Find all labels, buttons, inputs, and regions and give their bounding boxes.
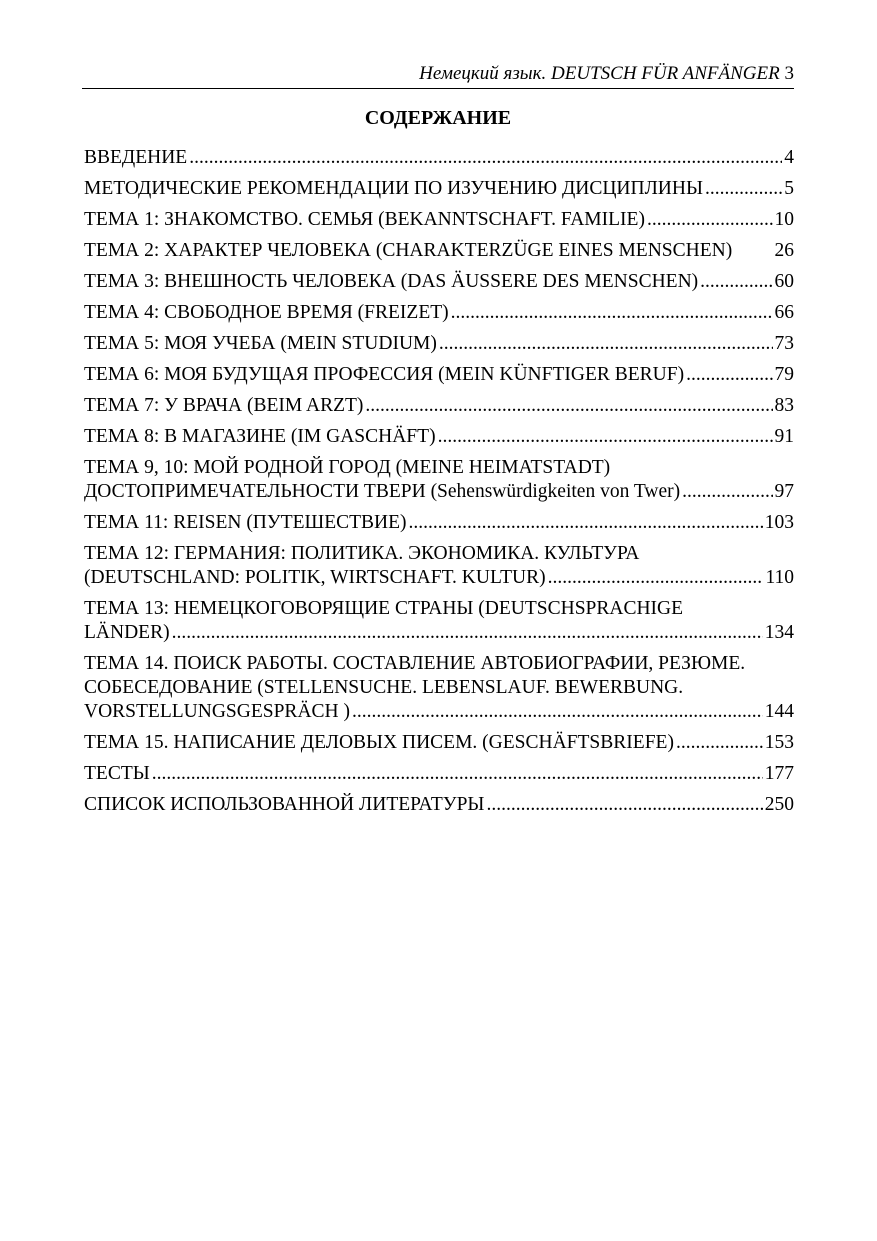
toc-entry-row	[84, 208, 794, 232]
toc-entry	[84, 652, 794, 724]
toc-entry-page-number: 73	[774, 333, 794, 354]
toc-entry-title-line: VORSTELLUNGSGESPRÄCH )	[84, 701, 350, 722]
toc-entry-page-number: 26	[774, 240, 794, 261]
toc-entry-title-line: ТЕМА 15. НАПИСАНИЕ ДЕЛОВЫХ ПИСЕМ. (GESCHÄFTSBRIEFE)	[84, 732, 674, 753]
toc-entry	[84, 332, 794, 356]
toc-entry-page-number: 60	[774, 271, 794, 292]
toc-dot-leader	[172, 621, 763, 645]
toc-dot-leader	[705, 177, 782, 201]
running-header-title: Немецкий язык. DEUTSCH FÜR ANFÄNGER	[419, 63, 780, 84]
toc-entry-row	[84, 394, 794, 418]
toc-entry	[84, 363, 794, 387]
toc-entry-title-line: МЕТОДИЧЕСКИЕ РЕКОМЕНДАЦИИ ПО ИЗУЧЕНИЮ ДИСЦИПЛИНЫ	[84, 178, 703, 199]
toc-entry	[84, 239, 794, 263]
toc-entry-row	[84, 731, 794, 755]
toc-entry-page-number: 79	[774, 364, 794, 385]
toc-dot-leader	[352, 700, 763, 724]
toc-dot-leader	[548, 566, 764, 590]
toc-dot-leader	[451, 301, 773, 325]
toc-entry-row	[84, 301, 794, 325]
running-header	[82, 60, 794, 89]
toc-entry	[84, 146, 794, 170]
toc-entry-title-line: ТЕМА 5: МОЯ УЧЕБА (MEIN STUDIUM)	[84, 333, 437, 354]
toc-entry-row	[84, 793, 794, 817]
toc-heading: СОДЕРЖАНИЕ	[364, 107, 512, 129]
toc-entry-row	[84, 762, 794, 786]
toc-dot-leader	[686, 363, 772, 387]
toc-entry	[84, 762, 794, 786]
toc-entry-row	[84, 146, 794, 170]
toc-entry-page-number: 10	[774, 209, 794, 230]
toc-dot-leader	[189, 146, 782, 170]
toc-entry-title-line: ТЕМА 9, 10: МОЙ РОДНОЙ ГОРОД (MEINE HEIMATSTADT)	[84, 457, 611, 478]
toc-dot-leader	[409, 511, 763, 535]
toc-dot-leader	[700, 270, 772, 294]
toc-entry	[84, 597, 794, 645]
toc-dot-leader	[647, 208, 773, 232]
toc-entry-page-number: 91	[774, 426, 794, 447]
toc-entry-title-line: ТЕМА 14. ПОИСК РАБОТЫ. СОСТАВЛЕНИЕ АВТОБИОГРАФИИ, РЕЗЮМЕ.	[84, 653, 746, 674]
toc-dot-leader	[682, 480, 772, 504]
toc-entry-page-number: 4	[784, 147, 794, 168]
toc-entry	[84, 208, 794, 232]
toc-entry	[84, 270, 794, 294]
toc-entry	[84, 793, 794, 817]
toc-entry-row	[84, 621, 794, 645]
toc-entry-page-number: 134	[764, 622, 794, 643]
toc-entry-title-line: ТЕМА 13: НЕМЕЦКОГОВОРЯЩИЕ СТРАНЫ (DEUTSCHSPRACHIGE	[84, 598, 684, 619]
toc-entry-page-number: 66	[774, 302, 794, 323]
toc-dot-leader	[676, 731, 763, 755]
toc-entry-title-line: ТЕМА 11: REISEN (ПУТЕШЕСТВИЕ)	[84, 512, 407, 533]
toc-entry-row	[84, 177, 794, 201]
toc-entry-title-line: СПИСОК ИСПОЛЬЗОВАННОЙ ЛИТЕРАТУРЫ	[84, 794, 485, 815]
toc-dot-leader	[439, 332, 773, 356]
toc-entry	[84, 542, 794, 590]
toc-entry-title-line: (DEUTSCHLAND: POLITIK, WIRTSCHAFT. KULTUR)	[84, 567, 546, 588]
toc-entry	[84, 731, 794, 755]
toc-entry-title-line: ТЕМА 4: СВОБОДНОЕ ВРЕМЯ (FREIZET)	[84, 302, 449, 323]
toc-entry-page-number: 5	[784, 178, 794, 199]
toc-entry-title-line: ТЕМА 3: ВНЕШНОСТЬ ЧЕЛОВЕКА (DAS ÄUSSERE DES MENSCHEN)	[84, 271, 699, 292]
toc-entry-title-line: ТЕМА 8: В МАГАЗИНЕ (IM GASCHÄFT)	[84, 426, 436, 447]
table-of-contents	[84, 146, 794, 824]
toc-entry-page-number: 144	[764, 701, 794, 722]
toc-entry	[84, 394, 794, 418]
toc-entry-title-line: СОБЕСЕДОВАНИЕ (STELLENSUCHE. LEBENSLAUF. BEWERBUNG.	[84, 677, 684, 698]
toc-entry-page-number: 103	[764, 512, 794, 533]
toc-entry-page-number: 153	[764, 732, 794, 753]
toc-entry-title-line: LÄNDER)	[84, 622, 170, 643]
toc-entry	[84, 511, 794, 535]
toc-entry	[84, 177, 794, 201]
toc-entry-page-number: 83	[774, 395, 794, 416]
toc-dot-leader	[438, 425, 773, 449]
toc-dot-leader	[365, 394, 772, 418]
toc-entry-row	[84, 700, 794, 724]
toc-entry-row	[84, 425, 794, 449]
toc-entry-title-line: ТЕМА 7: У ВРАЧА (BEIM ARZT)	[84, 395, 364, 416]
toc-entry-title-line: ТЕМА 12: ГЕРМАНИЯ: ПОЛИТИКА. ЭКОНОМИКА. КУЛЬТУРА	[84, 543, 640, 564]
toc-entry-title-line: ВВЕДЕНИЕ	[84, 147, 188, 168]
toc-entry-page-number: 250	[764, 794, 794, 815]
toc-entry-page-number: 110	[765, 567, 794, 588]
toc-entry	[84, 456, 794, 504]
toc-entry-title-line: ТЕСТЫ	[84, 763, 150, 784]
toc-entry-row	[84, 566, 794, 590]
toc-entry-title-line: ТЕМА 1: ЗНАКОМСТВО. СЕМЬЯ (BEKANNTSCHAFT. FAMILIE)	[84, 209, 645, 230]
toc-entry-title-line: ДОСТОПРИМЕЧАТЕЛЬНОСТИ ТВЕРИ (Sehenswürdigkeiten von Twer)	[84, 481, 681, 502]
toc-entry	[84, 425, 794, 449]
toc-entry-page-number: 97	[774, 481, 794, 502]
toc-entry-row	[84, 239, 794, 263]
running-header-page-number: 3	[784, 63, 794, 84]
toc-entry-row	[84, 270, 794, 294]
toc-entry-row	[84, 511, 794, 535]
toc-entry-title-line: ТЕМА 2: ХАРАКТЕР ЧЕЛОВЕКА (CHARAKTERZÜGE EINES MENSCHEN)	[84, 240, 733, 261]
toc-entry-title-line: ТЕМА 6: МОЯ БУДУЩАЯ ПРОФЕССИЯ (MEIN KÜNFTIGER BERUF)	[84, 364, 685, 385]
toc-entry-row	[84, 363, 794, 387]
toc-entry	[84, 301, 794, 325]
toc-entry-row	[84, 332, 794, 356]
toc-entry-page-number: 177	[764, 763, 794, 784]
toc-entry-row	[84, 480, 794, 504]
toc-dot-leader	[486, 793, 762, 817]
toc-dot-leader	[152, 762, 763, 786]
